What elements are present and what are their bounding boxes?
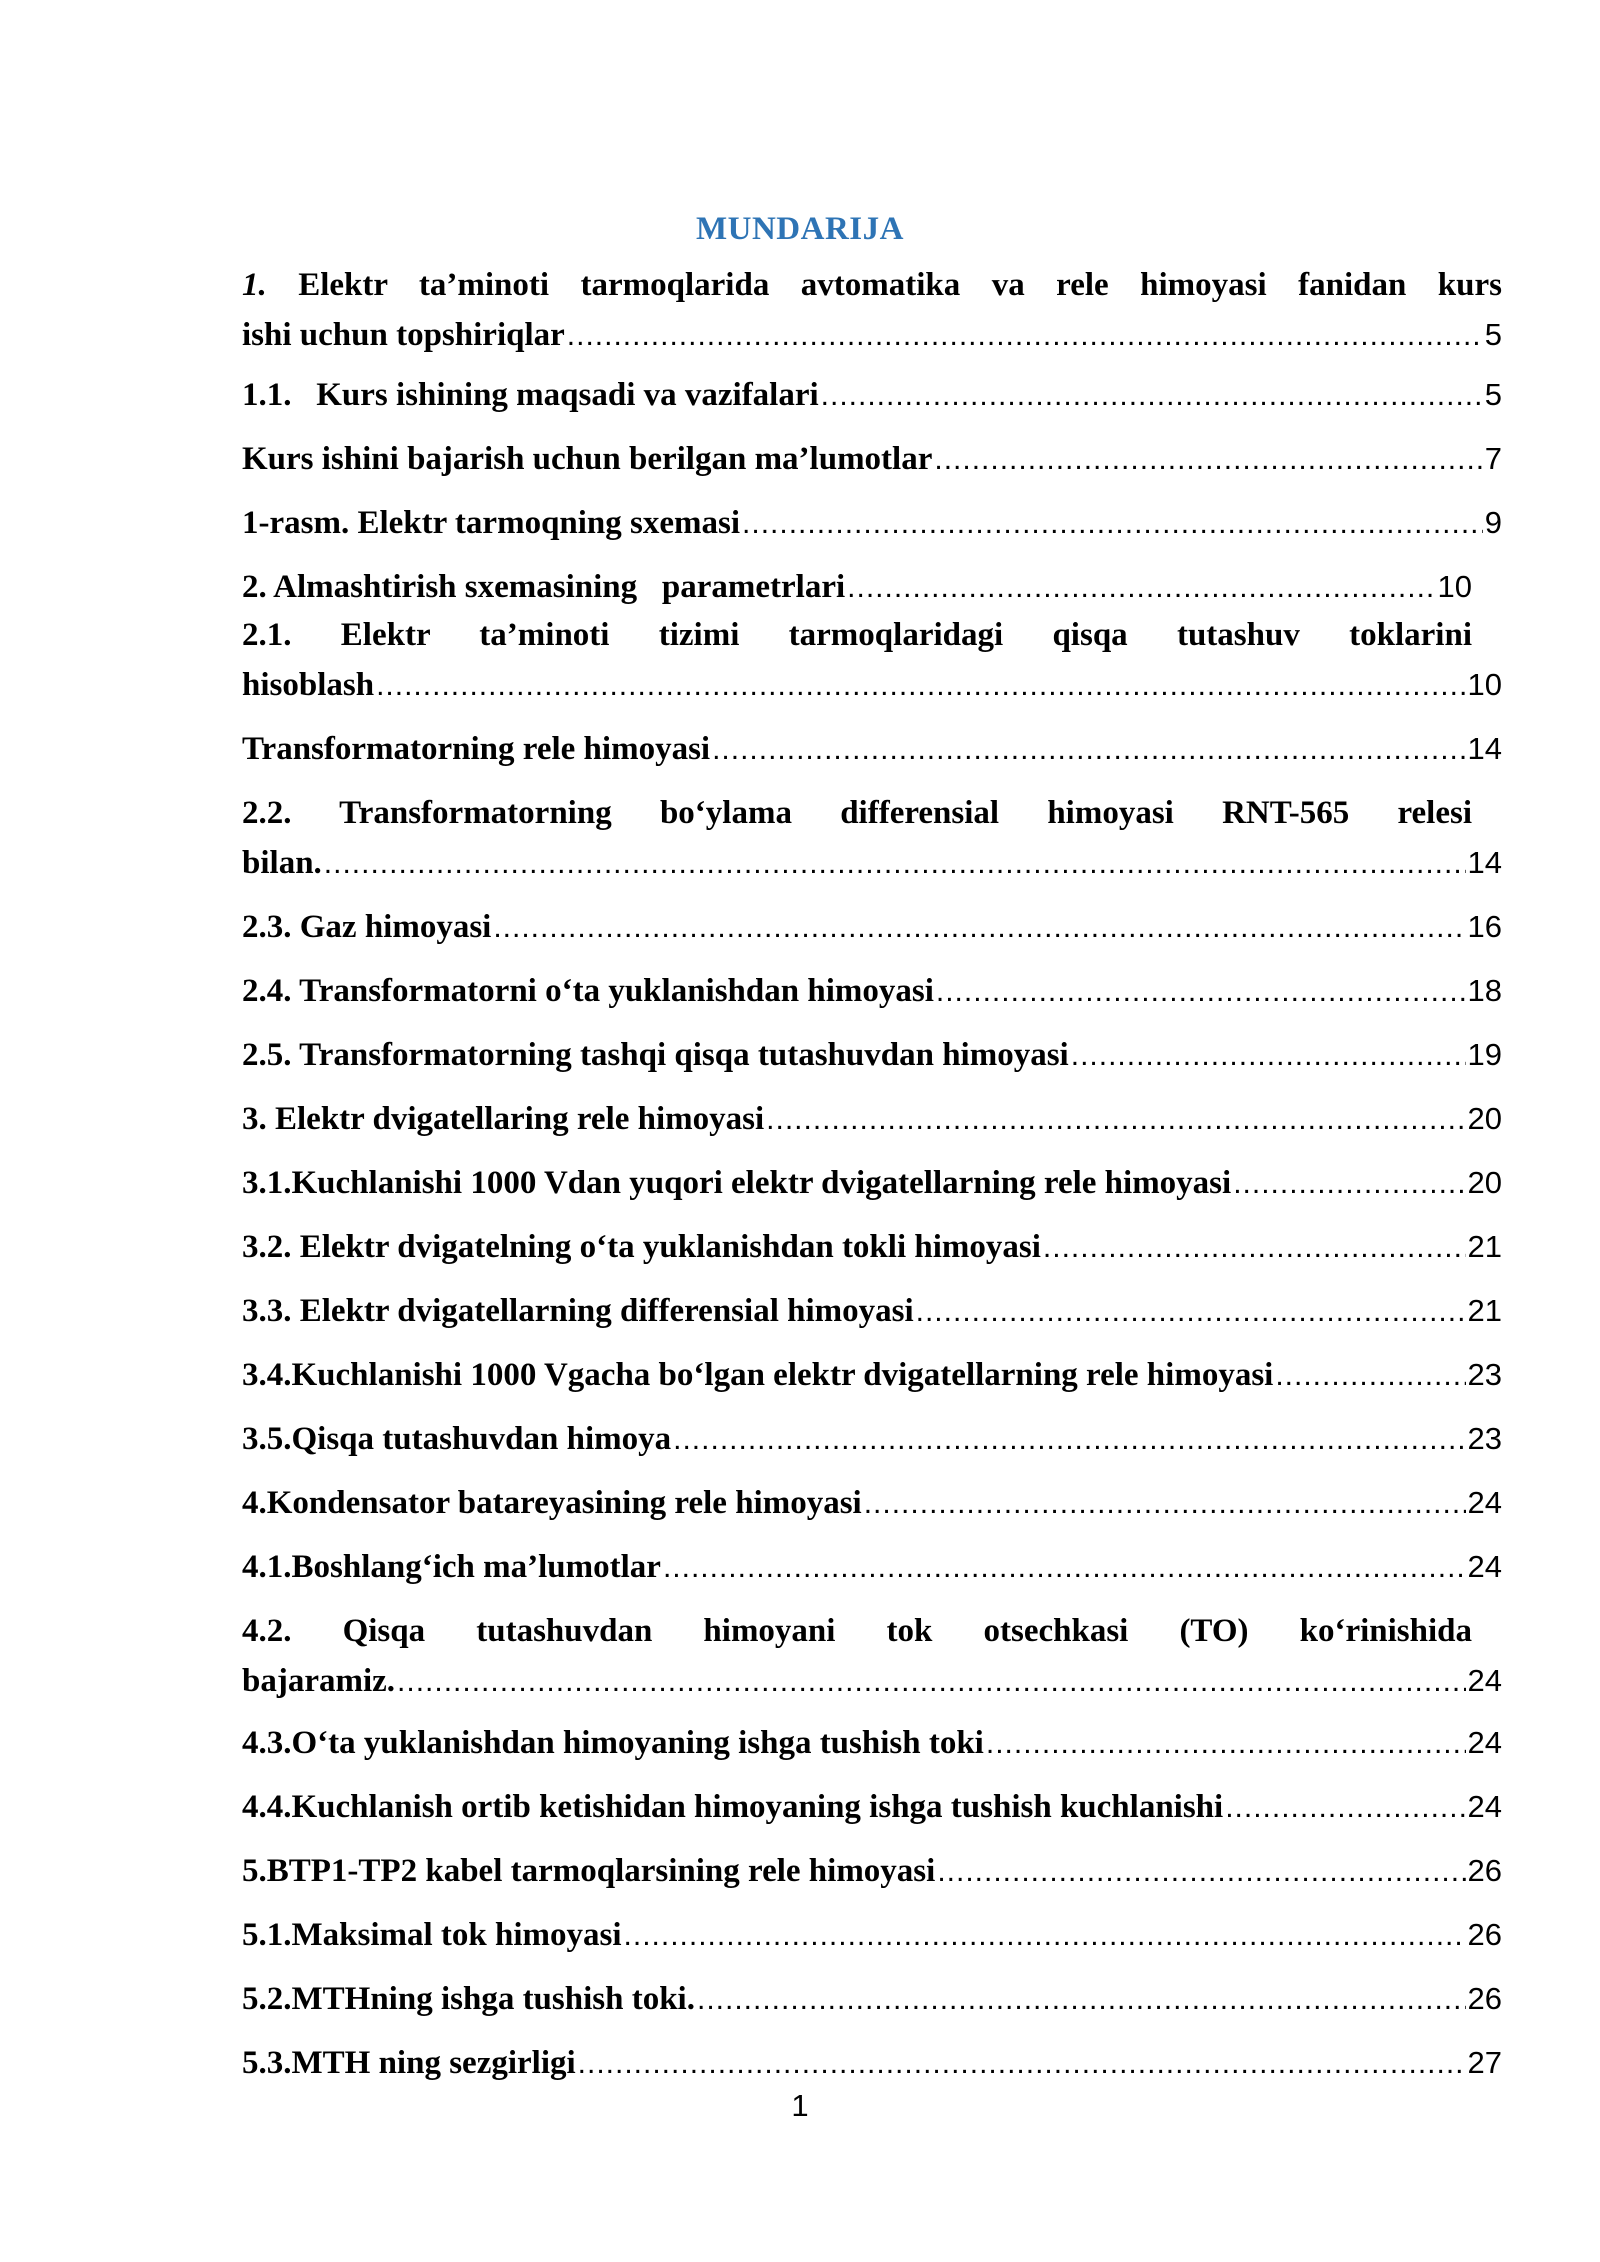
leader-dots [324,839,1466,889]
toc-entry[interactable] [242,1158,1502,1209]
toc-entry[interactable] [242,902,1502,953]
toc-entry-text: 3.5.Qisqa tutashuvdan himoya [242,1421,672,1457]
leader-dots [1233,1159,1465,1209]
leader-dots [1225,1783,1465,1833]
toc-page-number: 24 [1467,1663,1502,1698]
toc-page-number: 26 [1467,1981,1502,2016]
toc-entry[interactable] [242,1606,1502,1707]
toc-entry-text: 3.3. Elektr dvigatellarning differensial himoyasi [242,1293,914,1329]
toc-entry-text: bajaramiz. [242,1663,396,1699]
toc-entry-text: Transformatorning rele himoyasi [242,731,711,767]
leader-dots [712,725,1465,775]
leader-dots [397,1657,1465,1707]
toc-entry[interactable] [242,260,1502,361]
leader-dots [986,1719,1466,1769]
toc-entry-line1: 2.2. Transformatorning bo‘ylama differensial himoyasi RNT-565 relesi [242,795,1472,831]
toc-entry[interactable] [242,1350,1502,1401]
toc-entry-line1: 2.1. Elektr ta’minoti tizimi tarmoqlaridagi qisqa tutashuv toklarini [242,617,1472,653]
toc-entry-text: 5.3.MTH ning sezgirligi [242,2045,576,2081]
toc-entry-text: 4.Kondensator batareyasining rele himoyasi [242,1485,862,1521]
toc-entry[interactable] [242,434,1502,485]
toc-entry-text: 4.4.Kuchlanish ortib ketishidan himoyaning ishga tushish kuchlanishi [242,1789,1224,1825]
toc-page-number: 7 [1484,441,1502,476]
leader-dots [1043,1223,1466,1273]
toc-entry[interactable] [242,1222,1502,1273]
toc-page-number: 26 [1467,1917,1502,1952]
toc-entry-line1: 4.2. Qisqa tutashuvdan himoyani tok otsechkasi (TO) ko‘rinishida [242,1613,1472,1649]
toc-entry-text: 1-rasm. Elektr tarmoqning sxemasi [242,505,741,541]
toc-entry[interactable] [242,1286,1502,1337]
leader-dots [936,967,1466,1017]
toc-entry-text: 5.BTP1-TP2 kabel tarmoqlarsining rele himoyasi [242,1853,936,1889]
toc-page-number: 24 [1467,1485,1502,1520]
leader-dots [567,311,1483,361]
toc-entry-text: 2.3. Gaz himoyasi [242,909,492,945]
toc-entry[interactable] [242,1782,1502,1833]
toc-entry[interactable] [242,610,1502,711]
toc-entry[interactable] [242,1846,1502,1897]
leader-dots [673,1415,1465,1465]
toc-entry[interactable] [242,2038,1502,2089]
leader-dots [864,1479,1466,1529]
toc-entry-text: Kurs ishini bajarish uchun berilgan ma’lumotlar [242,441,933,477]
toc-entry[interactable] [242,498,1502,549]
toc-page-number: 18 [1467,973,1502,1008]
toc-entry[interactable] [242,370,1502,421]
leader-dots [578,2039,1466,2089]
toc-page-number: 14 [1467,731,1502,766]
toc-entry[interactable] [242,562,1502,613]
toc-entry[interactable] [242,788,1502,889]
leader-dots [1071,1031,1466,1081]
toc-page-number: 24 [1467,1789,1502,1824]
toc-entry-text: 5.2.MTHning ishga tushish toki. [242,1981,695,2017]
toc-page-number: 5 [1484,317,1502,352]
page-number: 1 [791,2088,809,2123]
toc-page-number: 5 [1484,377,1502,412]
toc-page-number: 24 [1467,1725,1502,1760]
toc-title: MUNDARIJA [696,211,904,247]
toc-page-number: 10 [1467,667,1502,702]
toc-entry[interactable] [242,1542,1502,1593]
leader-dots [937,1847,1465,1897]
toc-page-number: 16 [1467,909,1502,944]
toc-entry-text: 3.2. Elektr dvigatelning o‘ta yuklanishdan tokli himoyasi [242,1229,1041,1265]
toc-entry[interactable] [242,1974,1502,2025]
leader-dots [697,1975,1466,2025]
leader-dots [742,499,1483,549]
toc-page-number: 19 [1467,1037,1502,1072]
toc-entry-text: 3. Elektr dvigatellaring rele himoyasi [242,1101,765,1137]
toc-entry-number: 1. [242,267,267,303]
toc-entry[interactable] [242,1718,1502,1769]
toc-entry-text: 4.1.Boshlang‘ich ma’lumotlar [242,1549,661,1585]
toc-entry-text: 1.1. Kurs ishining maqsadi va vazifalari [242,377,819,413]
toc-entry-text: 2.5. Transformatorning tashqi qisqa tutashuvdan himoyasi [242,1037,1069,1073]
toc-page-number: 23 [1467,1357,1502,1392]
toc-entry-text: 2. Almashtirish sxemasining parametrlari [242,569,846,605]
leader-dots [934,435,1482,485]
toc-entry-text: 3.1.Kuchlanishi 1000 Vdan yuqori elektr dvigatellarning rele himoyasi [242,1165,1232,1201]
toc-entry-line1 [242,260,1502,310]
leader-dots [493,903,1465,953]
leader-dots [847,563,1435,613]
toc-page-number: 21 [1467,1229,1502,1264]
toc-page-number: 20 [1467,1165,1502,1200]
toc-entry-text-line1: Elektr ta’minoti tarmoqlarida avtomatika va rele himoyasi fanidan kurs [298,267,1503,303]
toc-page-number: 20 [1467,1101,1502,1136]
toc-entry-text: bilan. [242,845,322,881]
toc-page-number: 24 [1467,1549,1502,1584]
toc-page-number: 21 [1467,1293,1502,1328]
toc-entry[interactable] [242,1478,1502,1529]
toc-entry[interactable] [242,1910,1502,1961]
toc-page-number: 10 [1437,569,1472,604]
toc-entry-text: 4.3.O‘ta yuklanishdan himoyaning ishga tushish toki [242,1725,984,1761]
toc-entry-text: hisoblash [242,667,375,703]
leader-dots [916,1287,1466,1337]
toc-entry-text: 2.4. Transformatorni o‘ta yuklanishdan himoyasi [242,973,934,1009]
toc-entry[interactable] [242,1414,1502,1465]
toc-page-number: 23 [1467,1421,1502,1456]
toc-entry[interactable] [242,1030,1502,1081]
leader-dots [821,371,1483,421]
toc-page-number: 9 [1484,505,1502,540]
toc-page-number: 26 [1467,1853,1502,1888]
toc-entry[interactable] [242,724,1502,775]
leader-dots [376,661,1465,711]
leader-dots [663,1543,1466,1593]
leader-dots [766,1095,1465,1145]
toc-page-number: 27 [1467,2045,1502,2080]
toc-entry-text: ishi uchun topshiriqlar [242,317,565,353]
leader-dots [624,1911,1466,1961]
toc-entry-text: 5.1.Maksimal tok himoyasi [242,1917,622,1953]
leader-dots [1275,1351,1465,1401]
toc-entry-text: 3.4.Kuchlanishi 1000 Vgacha bo‘lgan elektr dvigatellarning rele himoyasi [242,1357,1274,1393]
toc-page-number: 14 [1467,845,1502,880]
toc-entry[interactable] [242,966,1502,1017]
toc-entry[interactable] [242,1094,1502,1145]
